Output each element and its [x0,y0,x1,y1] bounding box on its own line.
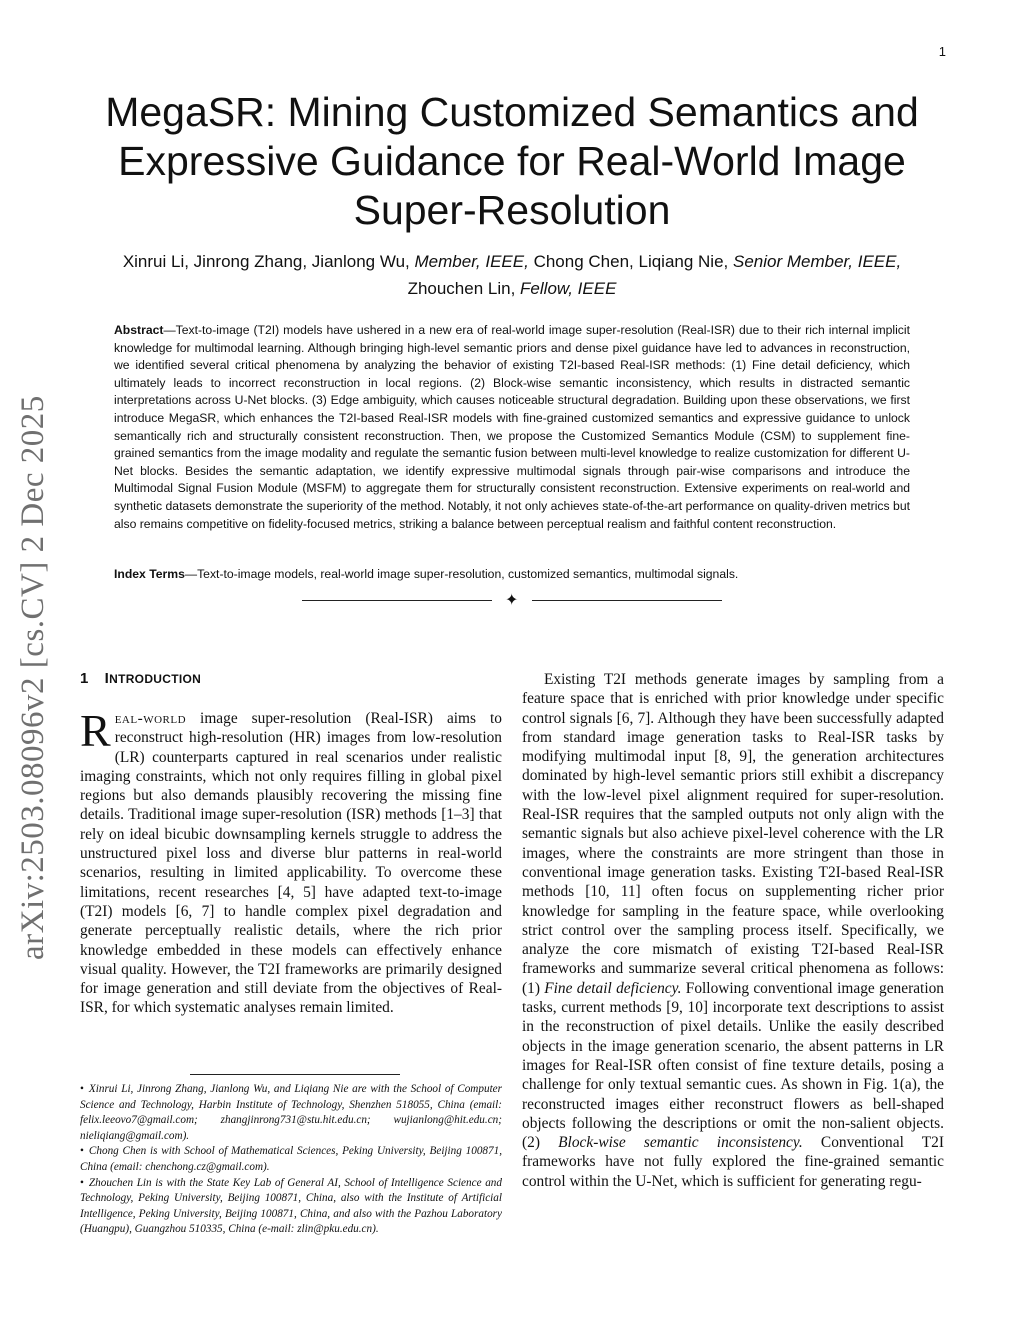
footnote-text: Chong Chen is with School of Mathematical Sciences, Peking University, Beijing 100871, China (email: chenchong.cz@gmail.com). [80,1145,502,1173]
section-title-first: I [104,670,110,687]
abstract [114,322,910,533]
footnote-text: Xinrui Li, Jinrong Zhang, Jianlong Wu, and Liqiang Nie are with the School of Computer Science and Technology, Harbin Institute of Technology, Shenzhen 518055, China (email: felix.leeovo7@gmail.com; zhangjinrong731@stu.hit.edu.cn; wujianlong@hit.edu.cn; nieliqiang@gmail.com). [80,1083,502,1142]
right-text-1: Existing T2I methods generate images by sampling from a feature space that is enriched with prior knowledge under specific control signals [6, 7]. Although they have been successfully adapted from standard image generation tasks to Real-ISR tasks by modifying multimodal input [8, 9], the generation architectures dominated by high-level semantic priors still exhibit a discrepancy with the low-level pixel alignment required for super-resolution. Real-ISR requires that the sampled outputs not only align with the semantic signals but also achieve pixel-level coherence with the LR images, where the constraints are more stringent than those in conventional image generation tasks. Existing T2I-based Real-ISR methods [10, 11] often focus on supplementing richer prior knowledge for sampling in the feature space, while overlooking strict control over the sampling process itself. Specifically, we analyze the core mismatch of existing T2I-based Real-ISR frameworks and summarize several critical phenomena as follows: (1) [522,671,944,997]
author-title-senior-member: Senior Member, IEEE, [733,252,902,271]
index-terms-text: —Text-to-image models, real-world image super-resolution, customized semantics, multimodal signals. [184,567,739,581]
author-list [80,248,944,302]
abstract-text: —Text-to-image (T2I) models have ushered in a new era of real-world image super-resolution (Real-ISR) due to their rich internal implicit knowledge for multimodal learning. Although bringing high-level semantic priors and dense pixel guidance have led to advances in reconstruction, we identified several critical phenomena by analyzing the behavior of existing T2I-based Real-ISR methods: (1) Fine detail deficiency, which ultimately leads to incorrect reconstruction in local regions. (2) Block-wise semantic inconsistency, which results in distracted semantic interpretations across U-Net blocks. (3) Edge ambiguity, which causes noticeable structural degradation. Building upon these observations, we first introduce MegaSR, which enhances the T2I-based Real-ISR models with fine-grained customized semantics and expressive guidance to unlock semantically rich and structurally consistent reconstruction. Then, we propose the Customized Semantics Module (CSM) to supplement fine-grained semantics from the image modality and regulate the semantic fusion between multi-level knowledge to realize customization for different U-Net blocks. Besides the semantic adaptation, we identify expressive multimodal signals through pair-wise comparisons and introduce the Multimodal Signal Fusion Module (MSFM) to aggregate them for structurally consistent reconstruction. Extensive experiments on real-world and synthetic datasets demonstrate the superiority of the method. Notably, it not only achieves state-of-the-art performance on quality-driven metrics but also remains competitive on fidelity-focused metrics, striking a balance between perceptual realism and faithful content reconstruction. [114,323,910,531]
right-text-3: Conventional T2I frameworks have not fully explored the fine-grained semantic control within the U-Net, which is sufficient for generating regu- [522,1134,944,1190]
author-title-fellow: Fellow, IEEE [520,279,617,298]
emphasis-block-wise: Block-wise semantic inconsistency. [558,1134,803,1152]
bullet-icon: • [80,1083,84,1095]
author-title-member: Member, IEEE, [414,252,529,271]
arxiv-identifier: arXiv:2503.08096v2 [cs.CV] 2 Dec 2025 [15,395,51,960]
footnotes [80,1082,502,1238]
separator-line-right [532,600,722,601]
authors-group-2: Chong Chen, Liqiang Nie, [533,252,729,271]
bullet-icon: • [80,1145,84,1158]
index-terms [114,566,910,584]
left-column [80,670,502,1018]
footnote-rule [190,1074,400,1075]
intro-text-1: image super-resolution (Real-ISR) aims to reconstruct high-resolution (HR) images from low-resolution (LR) counterparts captured in real scenarios under realistic imaging constraints, which not only requires filling in global pixel regions but also demands plausibly recovering the missing fine details. Traditional image super-resolution (ISR) methods [1–3] that rely on ideal bicubic downsampling kernels struggle to address the unstructured pixel loss and diverse blur patterns in real-world scenarios, resulting in limited applicability. To overcome these limitations, recent researches [4, 5] have adapted text-to-image (T2I) models [6, 7] to handle complex pixel degradation and generate perceptually realistic details, where the rich prior knowledge embedded in these models can effectively enhance visual quality. However, the T2I frameworks are primarily designed for image generation and still deviate from the objectives of Real-ISR, for which systematic analyses remain limited. [80,710,502,1017]
section-title-rest: NTRODUCTION [109,672,202,686]
footnote-item [80,1082,502,1144]
drop-cap: R [80,705,111,756]
right-column [522,670,944,1191]
separator-diamond-icon: ✦ [505,590,519,609]
section-heading-introduction [80,670,502,687]
footnote-item [80,1176,502,1238]
smallcaps-lead: eal-world [114,710,187,727]
author-line-1 [80,248,944,275]
authors-group-3: Zhouchen Lin, [407,279,516,298]
footnote-text: Zhouchen Lin is with the State Key Lab of General AI, School of Intelligence Science and Technology, Peking University, Beijing 100871, China, also with the Institute of Artificial Intelligence, Peking University, Beijing 100871, China, and also with the Pazhou Laboratory (Huangpu), Guangzhou 510335, China (e-mail: zlin@pku.edu.cn). [80,1176,502,1236]
intro-paragraph-1 [80,705,502,1018]
separator-line-left [302,600,492,601]
section-number: 1 [80,670,89,687]
paper-title: MegaSR: Mining Customized Semantics and Expressive Guidance for Real-World Image Super-Resolution [105,89,919,233]
emphasis-fine-detail: Fine detail deficiency. [544,979,682,997]
abstract-label: Abstract [114,323,164,337]
bullet-icon: • [80,1176,84,1189]
right-paragraph-1 [522,670,944,1191]
authors-group-1: Xinrui Li, Jinrong Zhang, Jianlong Wu, [122,252,410,271]
page-number: 1 [938,44,946,59]
author-line-2 [80,275,944,302]
right-text-2: Following conventional image generation tasks, current methods [9, 10] incorporate text descriptions to assist in the reconstruction of pixel details. Unlike the easily described objects in the image generation scenario, the absent patterns in LR images for Real-ISR often consist of fine texture details, posing a challenge for only textual semantic cues. As shown in Fig. 1(a), the reconstructed images either reconstruct flowers as bell-shaped objects following the descriptions or omit the non-salient objects. (2) [522,979,944,1152]
index-terms-label: Index Terms [114,567,185,581]
footnote-item [80,1144,502,1175]
